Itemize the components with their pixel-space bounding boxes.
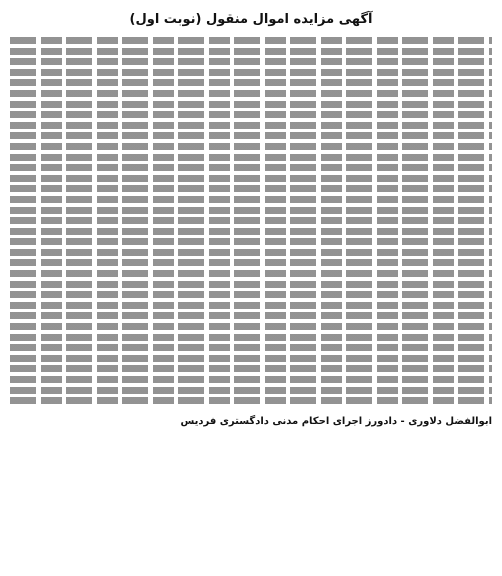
notice-body xyxy=(10,37,492,404)
text-line xyxy=(10,143,492,150)
text-line xyxy=(10,323,492,330)
text-line xyxy=(10,334,492,341)
text-line xyxy=(10,249,492,256)
text-line xyxy=(10,376,492,383)
text-line xyxy=(10,37,492,44)
text-line xyxy=(10,270,492,277)
text-line xyxy=(10,259,492,266)
text-line xyxy=(10,196,492,203)
text-line xyxy=(10,281,492,288)
text-line xyxy=(10,90,492,97)
text-line xyxy=(10,185,492,192)
text-line xyxy=(10,79,492,86)
text-line xyxy=(10,397,492,404)
text-line xyxy=(10,291,492,298)
text-line xyxy=(10,175,492,182)
text-line xyxy=(10,101,492,108)
text-line xyxy=(10,154,492,161)
text-line xyxy=(10,132,492,139)
text-line xyxy=(10,228,492,235)
text-line xyxy=(10,207,492,214)
text-line xyxy=(10,164,492,171)
text-line xyxy=(10,302,492,309)
signature-line: ابوالفضل دلاوری - دادورز اجرای احکام مدنی دادگستری فردیس xyxy=(180,416,492,428)
text-line xyxy=(10,387,492,394)
text-line xyxy=(10,312,492,319)
text-line xyxy=(10,238,492,245)
text-line xyxy=(10,58,492,65)
text-line xyxy=(10,122,492,129)
text-line xyxy=(10,48,492,55)
notice-title: آگهی مزایده اموال منقول (نوبت اول) xyxy=(129,12,373,27)
auction-notice xyxy=(10,8,492,568)
text-line xyxy=(10,344,492,351)
text-line xyxy=(10,217,492,224)
text-line xyxy=(10,69,492,76)
text-line xyxy=(10,365,492,372)
text-line xyxy=(10,355,492,362)
text-line xyxy=(10,111,492,118)
